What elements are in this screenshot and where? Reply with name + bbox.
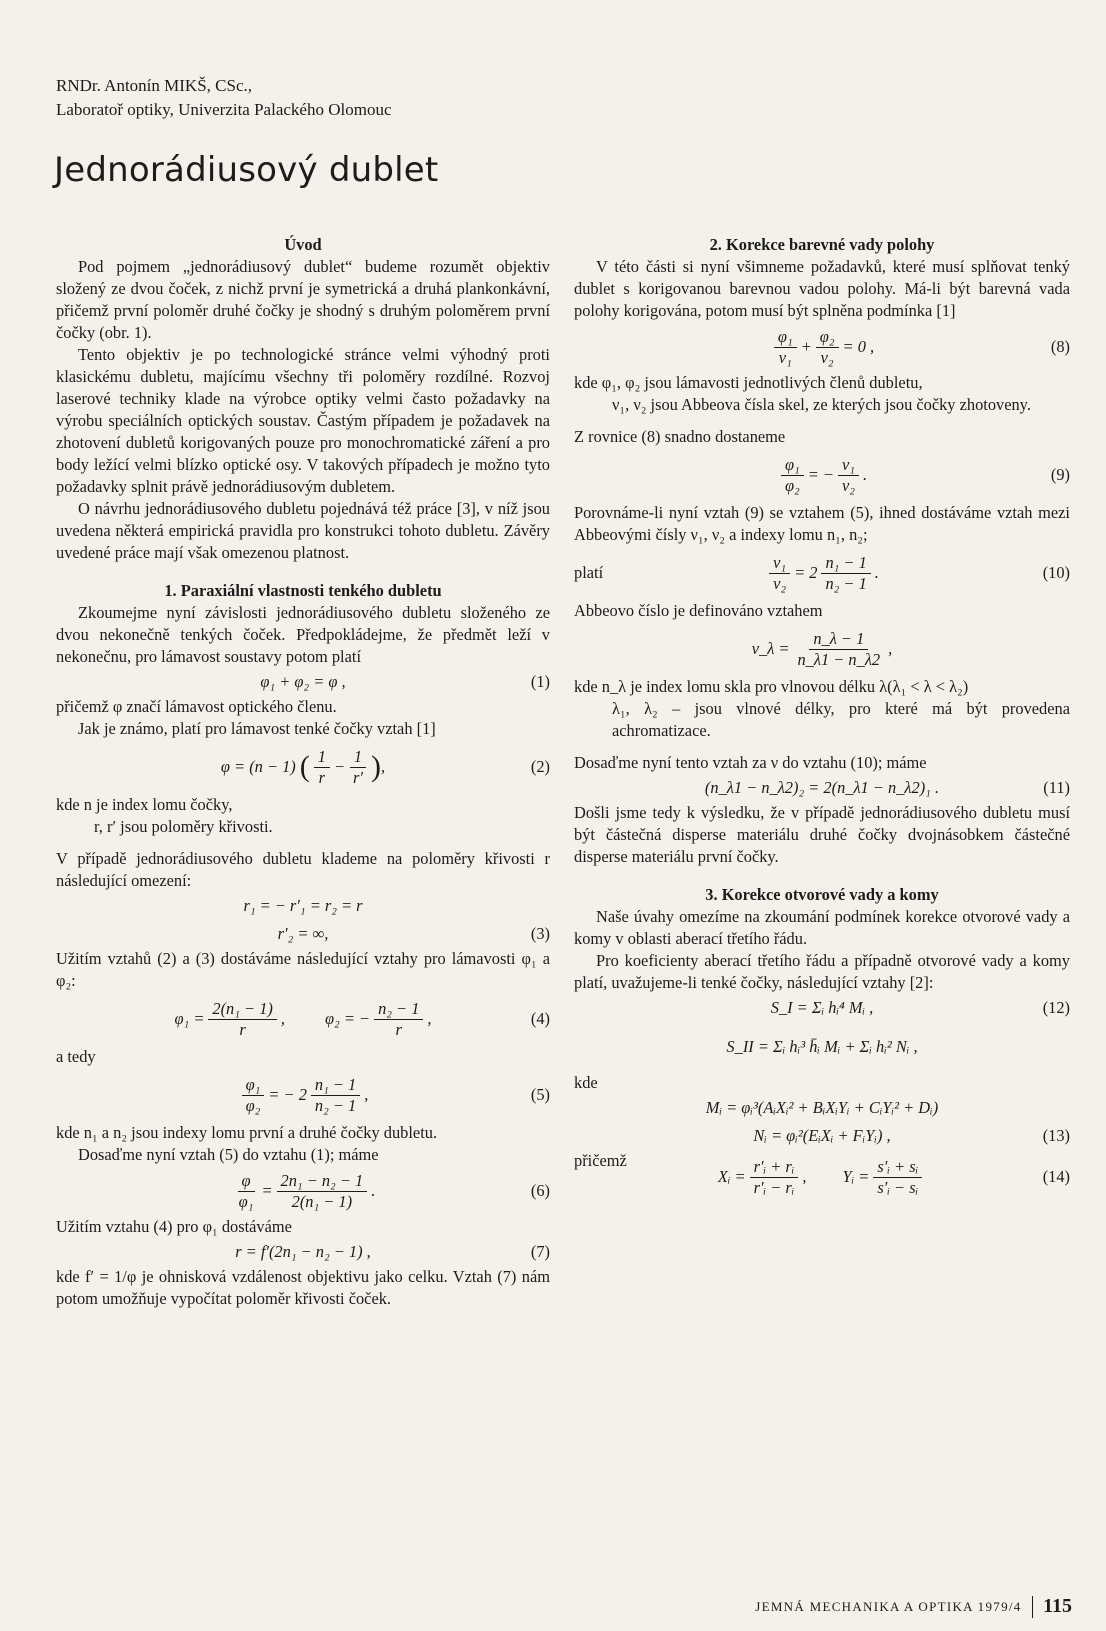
equation-body: r′₂ = ∞, — [277, 924, 329, 943]
equation-13b — [574, 1122, 1070, 1150]
page-footer — [755, 1595, 1072, 1618]
fraction: $\frac{\text{n₂ − 1}}{r}$ — [374, 999, 423, 1040]
equation-body: Nᵢ = φᵢ²(EᵢXᵢ + FᵢYᵢ) , — [753, 1126, 891, 1145]
paragraph: Tento objektiv je po technologické stránce velmi výhodný proti klasickému dubletu, majícímu všechny tři poloměry rozdílné. Rozvoj laserové techniky klade na výrobce optiky velmi často požadavky na výrobu speciálních optických soustav. Častým případem je požadavek na zhotovení dubletů korigovaných pouze pro monochromatické záření a pro body ležící velmi blízko optické osy. V takových případech je možno tyto požadavky splnit právě jednorádiusovým dubletem. — [56, 345, 550, 496]
equation-6: $\frac{\varphi}{\text{φ₁}}$ = $\frac{\text{2n₁ − n₂ − 1}}{\text{2(n₁ − 1)}}$ . (6) — [56, 1166, 550, 1216]
fraction: $\frac{\varphi}{\text{φ₁}}$ — [238, 1170, 254, 1211]
paragraph: λ₁, λ₂ – jsou vlnové délky, pro které má být provedena achromatizace. — [612, 699, 1070, 740]
paragraph: Pro koeficienty aberací třetího řádu a případně otvorové vady a komy platí, uvažujeme-li tenké čočky, následující vztahy [2]: — [574, 951, 1070, 992]
equation-13a — [574, 1094, 1070, 1122]
paragraph: kde f′ = 1/φ je ohnisková vzdálenost objektivu jako celku. Vztah (7) nám potom umožňuje vypočítat poloměr křivosti čoček. — [56, 1267, 550, 1308]
paragraph: Jak je známo, platí pro lámavost tenké čočky vztah [1] — [78, 719, 436, 738]
equation-3b — [56, 920, 550, 948]
fraction: $\frac{n\_\lambda - 1}{n\_\lambda 1 - n\_\lambda 2}$ — [797, 628, 881, 669]
paragraph: ν₁, ν₂ jsou Abbeova čísla skel, ze kterých jsou čočky zhotoveny. — [612, 395, 1031, 414]
paragraph: r, r′ jsou poloměry křivosti. — [94, 817, 273, 836]
equation-number: (9) — [1050, 465, 1070, 484]
equation-5: $\frac{\text{φ₁}}{\text{φ₂}}$ = − 2 $\frac{\text{n₁ − 1}}{\text{n₂ − 1}}$ , (5) — [56, 1068, 550, 1122]
section-heading: 3. Korekce otvorové vady a komy — [705, 885, 939, 904]
equation-12b — [574, 1022, 1070, 1072]
fraction: $\frac{\text{n₁ − 1}}{\text{n₂ − 1}}$ — [311, 1075, 360, 1116]
equation-12a — [574, 994, 1070, 1022]
equation-11 — [574, 774, 1070, 802]
equation-3a — [56, 892, 550, 920]
fraction: $\frac{\text{φ₁}}{\text{φ₂}}$ — [781, 455, 804, 496]
fraction: $\frac{\text{φ₁}}{\text{ν₁}}$ — [774, 327, 797, 368]
paragraph: kde — [574, 1073, 598, 1092]
equation-body: Mᵢ = φᵢ³(AᵢXᵢ² + BᵢXᵢYᵢ + CᵢYᵢ² + Dᵢ) — [705, 1098, 939, 1117]
page-number: 115 — [1043, 1595, 1072, 1617]
equation-9: $\frac{\text{φ₁}}{\text{φ₂}}$ = − $\frac{\text{ν₁}}{\text{ν₂}}$ . (9) — [574, 448, 1070, 502]
author-affiliation: Laboratoř optiky, Univerzita Palackého Olomouc — [56, 100, 392, 119]
paragraph: Užitím vztahů (2) a (3) dostáváme následující vztahy pro lámavosti φ₁ a φ₂: — [56, 949, 550, 990]
paragraph: V případě jednorádiusového dubletu klademe na poloměry křivosti r následující omezení: — [56, 849, 550, 890]
section-heading: 1. Paraxiální vlastnosti tenkého dubletu — [164, 581, 442, 600]
equation-body: S_II = Σᵢ hᵢ³ h̄ᵢ Mᵢ + Σᵢ hᵢ² Nᵢ , — [726, 1037, 918, 1056]
intro-heading: Úvod — [284, 235, 322, 254]
equation-2: φ = (n − 1) ( $\frac{1}{r}$ − $\frac{1}{r'}$ ) , (2) — [220, 746, 550, 787]
equation-number: (2) — [530, 757, 550, 776]
fraction: $\frac{\text{2(n₁ − 1)}}{r}$ — [208, 999, 276, 1040]
paragraph: kde φ₁, φ₂ jsou lámavosti jednotlivých členů dubletu, — [574, 373, 923, 392]
paragraph: kde n₁ a n₂ jsou indexy lomu první a druhé čočky dubletu. — [56, 1123, 438, 1142]
equation-number: (10) — [1042, 563, 1070, 582]
equation-body: φ₁ + φ₂ = φ , — [260, 672, 346, 691]
right-column — [574, 234, 1070, 1204]
paragraph: Pod pojmem „jednorádiusový dublet“ budeme rozumět objektiv složený ze dvou čoček, z nichž první je symetrická a druhá plankonkávní, přičemž první poloměr druhé čočky je shodný s druhým poloměrem první čočky (obr. 1). — [56, 257, 550, 342]
paragraph: Dosaďme nyní tento vztah za ν do vztahu (10); máme — [574, 753, 927, 772]
paragraph: Dosaďme nyní vztah (5) do vztahu (1); máme — [78, 1145, 379, 1164]
paragraph: přičemž φ značí lámavost optického členu. — [56, 697, 337, 716]
lead-text: přičemž — [574, 1151, 627, 1170]
equation-number: (6) — [530, 1181, 550, 1200]
equation-number: (12) — [1042, 998, 1070, 1017]
left-column — [56, 234, 550, 1310]
author-block — [56, 74, 391, 122]
equation-number: (11) — [1043, 778, 1070, 797]
equation-body: S_I = Σᵢ hᵢ⁴ Mᵢ , — [770, 998, 874, 1017]
fraction: $\frac{\text{s′ᵢ + sᵢ}}{\text{s′ᵢ − sᵢ}}$ — [873, 1157, 922, 1198]
equation-4: φ₁ = $\frac{\text{2(n₁ − 1)}}{r}$ , φ₂ = − $\frac{\text{n₂ − 1}}{r}$ , (4) — [174, 998, 550, 1039]
fraction: $\frac{1}{r}$ — [314, 747, 330, 788]
equation-body: r₁ = − r′₁ = r₂ = r — [243, 896, 363, 915]
equation-body: φ = (n − 1) — [220, 757, 296, 776]
equation-abbe: ν_λ = $\frac{n\_\lambda - 1}{n\_\lambda 1 - n\_\lambda 2}$ , — [751, 628, 893, 669]
equation-number: (5) — [530, 1085, 550, 1104]
equation-number: (13) — [1042, 1126, 1070, 1145]
equation-number: (14) — [1042, 1167, 1070, 1186]
equation-number: (4) — [530, 1009, 550, 1028]
author-name: RNDr. Antonín MIKŠ, CSc., — [56, 76, 252, 95]
paragraph: Porovnáme-li nyní vztah (9) se vztahem (5), ihned dostáváme vztah mezi Abbeovými čísly ν₁, ν₂ a indexy lomu n₁, n₂; — [574, 503, 1070, 544]
equation-body: r = f′(2n₁ − n₂ − 1) , — [235, 1242, 371, 1261]
paragraph: Abbeovo číslo je definováno vztahem — [574, 601, 823, 620]
equation-number: (8) — [1050, 337, 1070, 356]
equation-14: přičemž Xᵢ = $\frac{\text{r′ᵢ + rᵢ}}{\text{r′ᵢ − rᵢ}}$ , Yᵢ = $\frac{\text{s′ᵢ + sᵢ}}{\text{s′ᵢ − sᵢ}}$ (14) — [574, 1151, 1070, 1197]
fraction: $\frac{\text{n₁ − 1}}{\text{n₂ − 1}}$ — [821, 553, 870, 594]
paragraph: Zkoumejme nyní závislosti jednorádiusového dubletu složeného ze dvou nekonečně tenkých čoček. Předpokládejme, že předmět leží v nekonečnu, pro lámavost soustavy potom platí — [56, 603, 550, 666]
equation-number: (3) — [530, 924, 550, 943]
fraction: $\frac{\text{ν₁}}{\text{ν₂}}$ — [769, 553, 790, 594]
fraction: $\frac{\text{2n₁ − n₂ − 1}}{\text{2(n₁ − 1)}}$ — [277, 1171, 368, 1212]
paragraph: Došli jsme tedy k výsledku, že v případě jednorádiusového dubletu musí být částečná disperse materiálu druhé čočky dvojnásobkem částečné disperse materiálu první čočky. — [574, 803, 1070, 866]
paragraph: O návrhu jednorádiusového dubletu pojednává též práce [3], v níž jsou uvedena některá empirická pravidla pro konstrukci tohoto dubletu. Závěry uvedené práce mají však omezenou platnost. — [56, 499, 550, 562]
fraction: $\frac{\text{r′ᵢ + rᵢ}}{\text{r′ᵢ − rᵢ}}$ — [750, 1157, 799, 1198]
equation-7 — [56, 1238, 550, 1266]
paragraph: Z rovnice (8) snadno dostaneme — [574, 427, 786, 446]
article-title: Jednorádiusový dublet — [54, 150, 439, 190]
footer-divider — [1032, 1596, 1034, 1618]
fraction: $\frac{1}{r'}$ — [349, 747, 367, 788]
paragraph: V této části si nyní všimneme požadavků, které musí splňovat tenký dublet s korigovanou barevnou vadou polohy. Má-li být barevná vada polohy korigována, potom musí být splněna podmínka [1] — [574, 257, 1070, 320]
fraction: $\frac{\text{φ₂}}{\text{ν₂}}$ — [816, 327, 839, 368]
equation-10: platí $\frac{\text{ν₁}}{\text{ν₂}}$ = 2 $\frac{\text{n₁ − 1}}{\text{n₂ − 1}}$ . (10) — [574, 552, 1070, 593]
lead-text: platí — [574, 563, 604, 582]
section-heading: 2. Korekce barevné vady polohy — [709, 235, 935, 254]
fraction: $\frac{\text{ν₁}}{\text{ν₂}}$ — [838, 455, 859, 496]
paragraph: Naše úvahy omezíme na zkoumání podmínek korekce otvorové vady a komy v oblasti aberací třetího řádu. — [574, 907, 1070, 948]
equation-body: (n_λ1 − n_λ2)₂ = 2(n_λ1 − n_λ2)₁ . — [704, 778, 940, 797]
paragraph: kde n_λ je index lomu skla pro vlnovou délku λ(λ₁ < λ < λ₂) — [574, 677, 969, 696]
journal-name: JEMNÁ MECHANIKA A OPTIKA 1979/4 — [755, 1598, 1022, 1614]
paragraph: kde n je index lomu čočky, — [56, 795, 233, 814]
paragraph: a tedy — [56, 1047, 96, 1066]
equation-number: (7) — [530, 1242, 550, 1261]
equation-number: (1) — [530, 672, 550, 691]
fraction: $\frac{\text{φ₁}}{\text{φ₂}}$ — [242, 1075, 265, 1116]
paragraph: Užitím vztahu (4) pro φ₁ dostáváme — [56, 1217, 292, 1236]
equation-8: $\frac{\text{φ₁}}{\text{ν₁}}$ + $\frac{\text{φ₂}}{\text{ν₂}}$ = 0 , (8) — [574, 322, 1070, 372]
equation-1 — [56, 668, 550, 696]
